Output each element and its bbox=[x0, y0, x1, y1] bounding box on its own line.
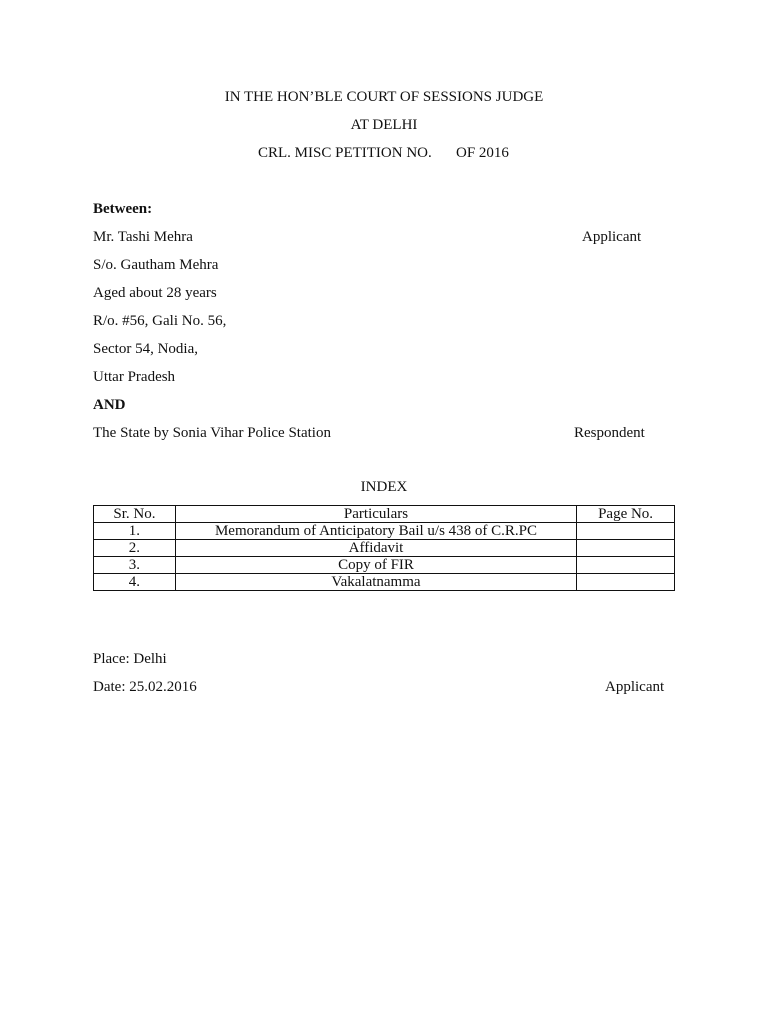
column-header-sr-no: Sr. No. bbox=[94, 506, 176, 523]
particulars-cell: Vakalatnamma bbox=[175, 574, 576, 591]
column-header-page-no: Page No. bbox=[577, 506, 675, 523]
and-label: AND bbox=[93, 397, 126, 413]
sr-no-cell: 3. bbox=[94, 557, 176, 574]
page-no-cell bbox=[577, 540, 675, 557]
table-row bbox=[94, 523, 675, 540]
place-line: Place: Delhi bbox=[93, 651, 167, 667]
sr-no-cell: 2. bbox=[94, 540, 176, 557]
particulars-cell: Memorandum of Anticipatory Bail u/s 438 of C.R.PC bbox=[175, 523, 576, 540]
index-title: INDEX bbox=[360, 479, 408, 495]
respondent-name: The State by Sonia Vihar Police Station bbox=[93, 425, 331, 441]
page-no-cell bbox=[577, 557, 675, 574]
applicant-detail: Uttar Pradesh bbox=[93, 369, 176, 385]
particulars-cell: Affidavit bbox=[175, 540, 576, 557]
applicant-detail: Aged about 28 years bbox=[93, 285, 217, 301]
court-heading: IN THE HON’BLE COURT OF SESSIONS JUDGE bbox=[224, 89, 544, 105]
petition-number-label: CRL. MISC PETITION NO. bbox=[258, 145, 432, 161]
sr-no-cell: 4. bbox=[94, 574, 176, 591]
between-label: Between: bbox=[93, 201, 153, 217]
table-row bbox=[94, 574, 675, 591]
column-header-particulars: Particulars bbox=[175, 506, 576, 523]
respondent-role: Respondent bbox=[574, 425, 645, 441]
applicant-role: Applicant bbox=[582, 229, 642, 245]
petition-year: OF 2016 bbox=[456, 145, 509, 161]
applicant-name: Mr. Tashi Mehra bbox=[93, 229, 193, 245]
index-table bbox=[93, 505, 675, 591]
date-line: Date: 25.02.2016 bbox=[93, 679, 197, 695]
sr-no-cell: 1. bbox=[94, 523, 176, 540]
applicant-detail: R/o. #56, Gali No. 56, bbox=[93, 313, 227, 329]
page-no-cell bbox=[577, 523, 675, 540]
applicant-detail: Sector 54, Nodia, bbox=[93, 341, 198, 357]
particulars-cell: Copy of FIR bbox=[175, 557, 576, 574]
page-no-cell bbox=[577, 574, 675, 591]
table-row bbox=[94, 540, 675, 557]
table-row bbox=[94, 557, 675, 574]
court-place: AT DELHI bbox=[350, 117, 418, 133]
table-header-row bbox=[94, 506, 675, 523]
signatory-label: Applicant bbox=[605, 679, 665, 695]
applicant-detail: S/o. Gautham Mehra bbox=[93, 257, 219, 273]
